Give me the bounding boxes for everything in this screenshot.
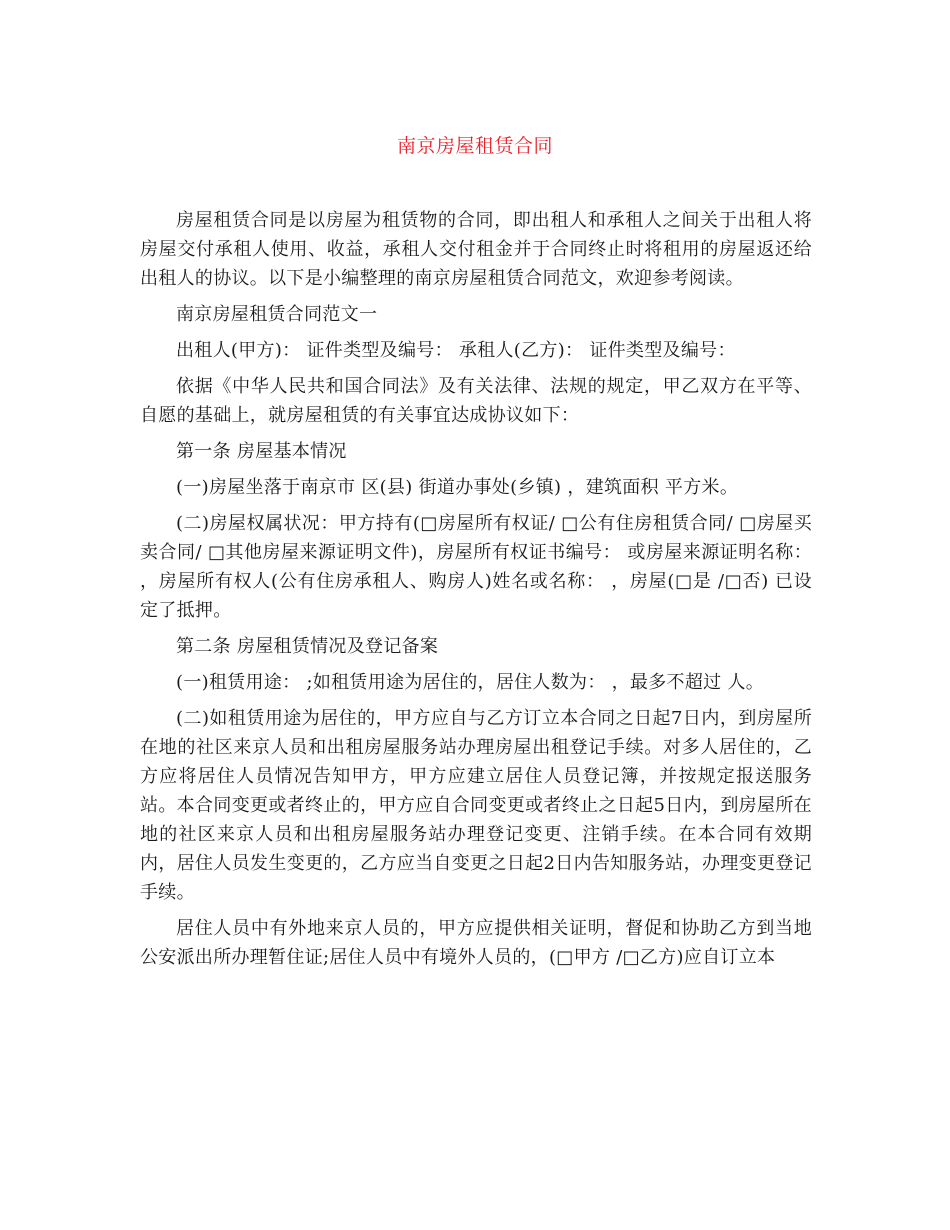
article-one-clause-2: (二)房屋权属状况：甲方持有(□房屋所有权证/ □公有住房租赁合同/ □房屋买卖合同/ □其他房屋来源证明文件)，房屋所有权证书编号： 或房屋来源证明名称： ，房屋所有权人(公有住房承租人、购房人)姓名或名称： ，房屋(□是 /□否) 已设定了抵押。 xyxy=(140,513,812,621)
residents-paragraph: 居住人员中有外地来京人员的，甲方应提供相关证明，督促和协助乙方到当地公安派出所办理暂住证;居住人员中有境外人员的，(□甲方 /□乙方)应自订立本 xyxy=(140,918,812,968)
article-one-heading: 第一条 房屋基本情况 xyxy=(176,441,347,462)
parties-line: 出租人(甲方)： 证件类型及编号： 承租人(乙方)： 证件类型及编号： xyxy=(176,340,736,361)
intro-paragraph: 房屋租赁合同是以房屋为租赁物的合同，即出租人和承租人之间关于出租人将房屋交付承租人使用、收益，承租人交付租金并于合同终止时将租用的房屋返还给出租人的协议。以下是小编整理的南京房屋租赁合同范文，欢迎参考阅读。 xyxy=(140,210,812,289)
document-title: 南京房屋租赁合同 xyxy=(396,135,553,157)
article-two-clause-1: (一)租赁用途： ;如租赁用途为居住的，居住人数为： ，最多不超过 人。 xyxy=(176,672,765,693)
document-body xyxy=(140,206,812,979)
section-heading-sample-one: 南京房屋租赁合同范文一 xyxy=(176,304,378,325)
article-one-clause-1: (一)房屋坐落于南京市 区(县) 街道办事处(乡镇) ，建筑面积 平方米。 xyxy=(176,477,739,498)
article-two-clause-2: (二)如租赁用途为居住的，甲方应自与乙方订立本合同之日起7日内，到房屋所在地的社区来京人员和出租房屋服务站办理房屋出租登记手续。对多人居住的，乙方应将居住人员情况告知甲方，甲方应建立居住人员登记簿，并按规定报送服务站。本合同变更或者终止的，甲方应自合同变更或者终止之日起5日内，到房屋所在地的社区来京人员和出租房屋服务站办理登记变更、注销手续。在本合同有效期内，居住人员发生变更的，乙方应当自变更之日起2日内告知服务站，办理变更登记手续。 xyxy=(140,708,812,903)
article-two-heading: 第二条 房屋租赁情况及登记备案 xyxy=(176,636,439,657)
legal-basis-paragraph: 依据《中华人民共和国合同法》及有关法律、法规的规定，甲乙双方在平等、自愿的基础上，就房屋租赁的有关事宜达成协议如下： xyxy=(140,376,812,426)
